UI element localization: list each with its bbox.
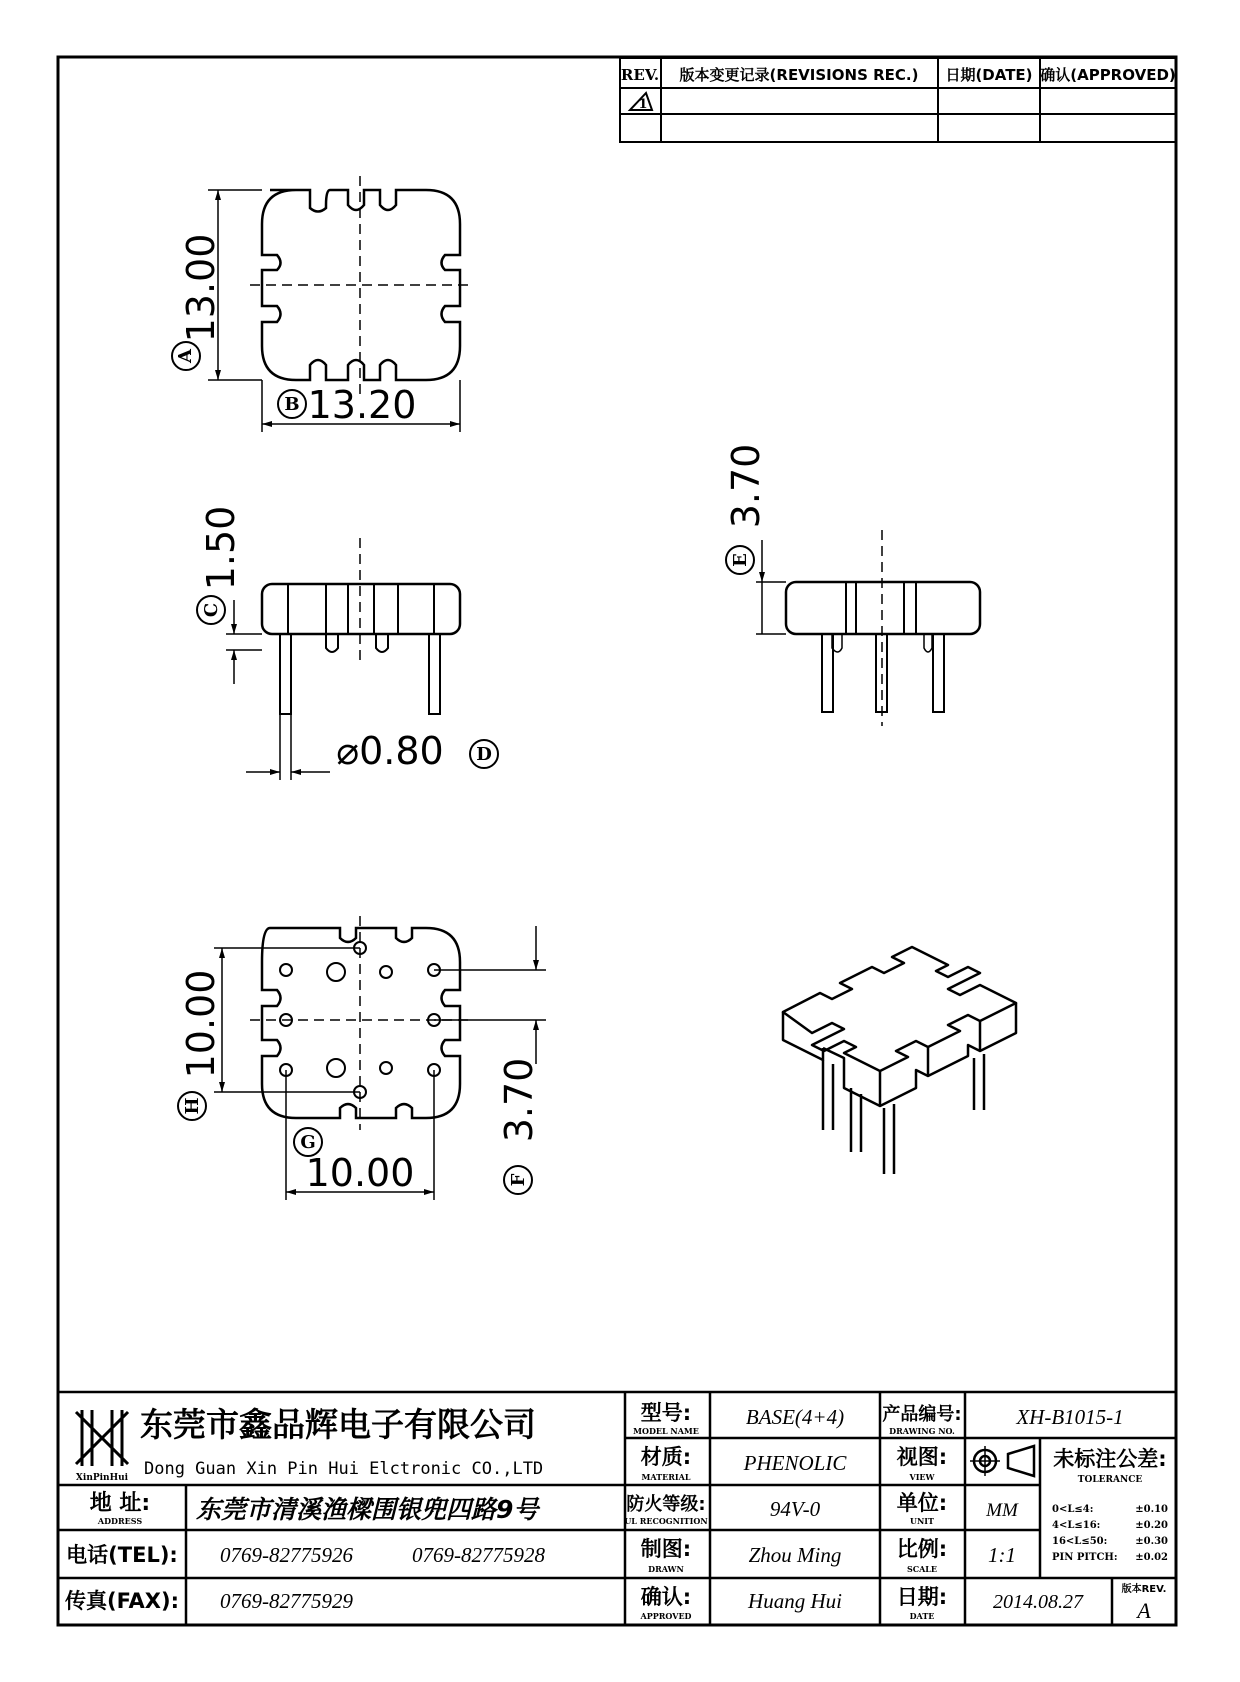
dimension-tag-e: E <box>730 553 751 567</box>
fax-label: 传真(FAX): <box>65 1589 179 1613</box>
dimension-tag-c: C <box>201 602 222 618</box>
material-label: 材质: <box>640 1445 692 1469</box>
tolerance-value: ±0.30 <box>1135 1536 1168 1547</box>
front-pin-diameter-dimension: ⌀0.80 <box>336 729 444 773</box>
company-logo <box>76 1410 128 1466</box>
ul-label: 防火等级: <box>626 1494 706 1515</box>
tel-2: 0769-82775928 <box>412 1543 545 1567</box>
company-name-en: Dong Guan Xin Pin Hui Elctronic CO.,LTD <box>144 1459 544 1479</box>
rev-value: A <box>1137 1598 1151 1623</box>
dimension-tag-a: A <box>175 349 196 363</box>
bottom-view <box>178 916 546 1200</box>
ul-label-en: UL RECOGNITION <box>624 1516 708 1526</box>
scale-label: 比例: <box>896 1537 948 1561</box>
rev-header: REV. <box>620 66 660 84</box>
front-view <box>197 506 498 780</box>
side-height-dimension: 3.70 <box>724 443 768 529</box>
tolerance-range: PIN PITCH: <box>1052 1552 1118 1563</box>
tolerance-table <box>1052 1504 1168 1563</box>
isometric-view <box>783 947 1016 1174</box>
company-name-cn: 东莞市鑫品辉电子有限公司 <box>140 1405 536 1444</box>
front-pin <box>429 634 440 714</box>
drawing-no-value: XH-B1015-1 <box>1016 1405 1124 1429</box>
top-view <box>172 176 470 432</box>
logo-text: XinPinHui <box>75 1473 129 1483</box>
scale-label-en: SCALE <box>906 1564 938 1574</box>
front-view-body <box>262 584 460 634</box>
approved-value: Huang Hui <box>748 1589 842 1613</box>
tolerance-title: 未标注公差: <box>1053 1447 1167 1471</box>
unit-value: MM <box>986 1500 1018 1521</box>
approved-label-en: APPROVED <box>640 1611 692 1621</box>
side-view-body <box>786 582 980 634</box>
address-value: 东莞市清溪渔樑围银兜四路9号 <box>196 1495 539 1524</box>
date-label: 日期: <box>896 1585 948 1609</box>
drawn-label-en: DRAWN <box>648 1564 684 1574</box>
dimension-tag-h: H <box>182 1097 203 1115</box>
side-pin <box>933 634 944 712</box>
address-label: 地 址: <box>89 1491 151 1516</box>
bottom-offset-dimension: 3.70 <box>497 1057 541 1143</box>
revision-triangle-icon <box>630 93 652 112</box>
top-width-dimension: 13.20 <box>307 383 417 427</box>
front-base-dimension: 1.50 <box>199 505 243 591</box>
scale-value: 1:1 <box>988 1543 1016 1567</box>
unit-label-en: UNIT <box>910 1516 934 1526</box>
view-label-en: VIEW <box>909 1472 935 1482</box>
side-view <box>724 444 980 726</box>
date-label-en: DATE <box>909 1611 935 1621</box>
dimension-tag-d: D <box>476 744 492 765</box>
tolerance-title-en: TOLERANCE <box>1077 1475 1143 1485</box>
sheet-border <box>58 57 1176 1625</box>
model-label: 型号: <box>640 1401 692 1425</box>
approved-label: 确认: <box>640 1585 692 1609</box>
tolerance-value: ±0.10 <box>1135 1504 1168 1515</box>
material-label-en: MATERIAL <box>641 1472 691 1482</box>
date-value: 2014.08.27 <box>993 1591 1083 1613</box>
tolerance-value: ±0.20 <box>1135 1520 1168 1531</box>
tel-1: 0769-82775926 <box>220 1543 353 1567</box>
unit-label: 单位: <box>896 1491 948 1515</box>
bottom-horizontal-pitch-dimension: 10.00 <box>305 1151 415 1195</box>
tolerance-range: 0<L≤4: <box>1052 1504 1094 1515</box>
tel-label: 电话(TEL): <box>66 1543 178 1567</box>
front-pin-stub <box>376 634 388 652</box>
drawn-label: 制图: <box>640 1537 692 1561</box>
view-label: 视图: <box>896 1445 948 1469</box>
bottom-vertical-pitch-dimension: 10.00 <box>179 969 223 1079</box>
top-height-dimension: 13.00 <box>179 233 223 343</box>
tolerance-range: 16<L≤50: <box>1052 1536 1108 1547</box>
tolerance-range: 4<L≤16: <box>1052 1520 1101 1531</box>
model-value: BASE(4+4) <box>745 1405 845 1429</box>
front-pin <box>280 634 291 714</box>
material-value: PHENOLIC <box>743 1451 847 1475</box>
front-pin-stub <box>326 634 338 652</box>
revision-row-1-rev: 1 <box>638 97 648 112</box>
drawing-no-label-en: DRAWING NO. <box>889 1426 955 1436</box>
address-label-en: ADDRESS <box>97 1516 143 1526</box>
revision-record-header: 版本变更记录(REVISIONS REC.) <box>679 66 919 84</box>
revision-approved-header: 确认(APPROVED) <box>1040 66 1176 84</box>
first-angle-projection-icon <box>970 1446 1034 1476</box>
tolerance-value: ±0.02 <box>1135 1552 1168 1563</box>
fax-value: 0769-82775929 <box>220 1589 353 1613</box>
dimension-tag-g: G <box>300 1132 316 1153</box>
drawing-no-label: 产品编号: <box>882 1404 962 1425</box>
rev-label: 版本REV. <box>1121 1584 1167 1595</box>
dimension-tag-f: F <box>508 1173 529 1187</box>
revision-date-header: 日期(DATE) <box>945 66 1033 84</box>
drawn-value: Zhou Ming <box>748 1543 842 1567</box>
dimension-tag-b: B <box>284 394 300 415</box>
ul-value: 94V-0 <box>769 1497 821 1521</box>
model-label-en: MODEL NAME <box>633 1426 699 1436</box>
